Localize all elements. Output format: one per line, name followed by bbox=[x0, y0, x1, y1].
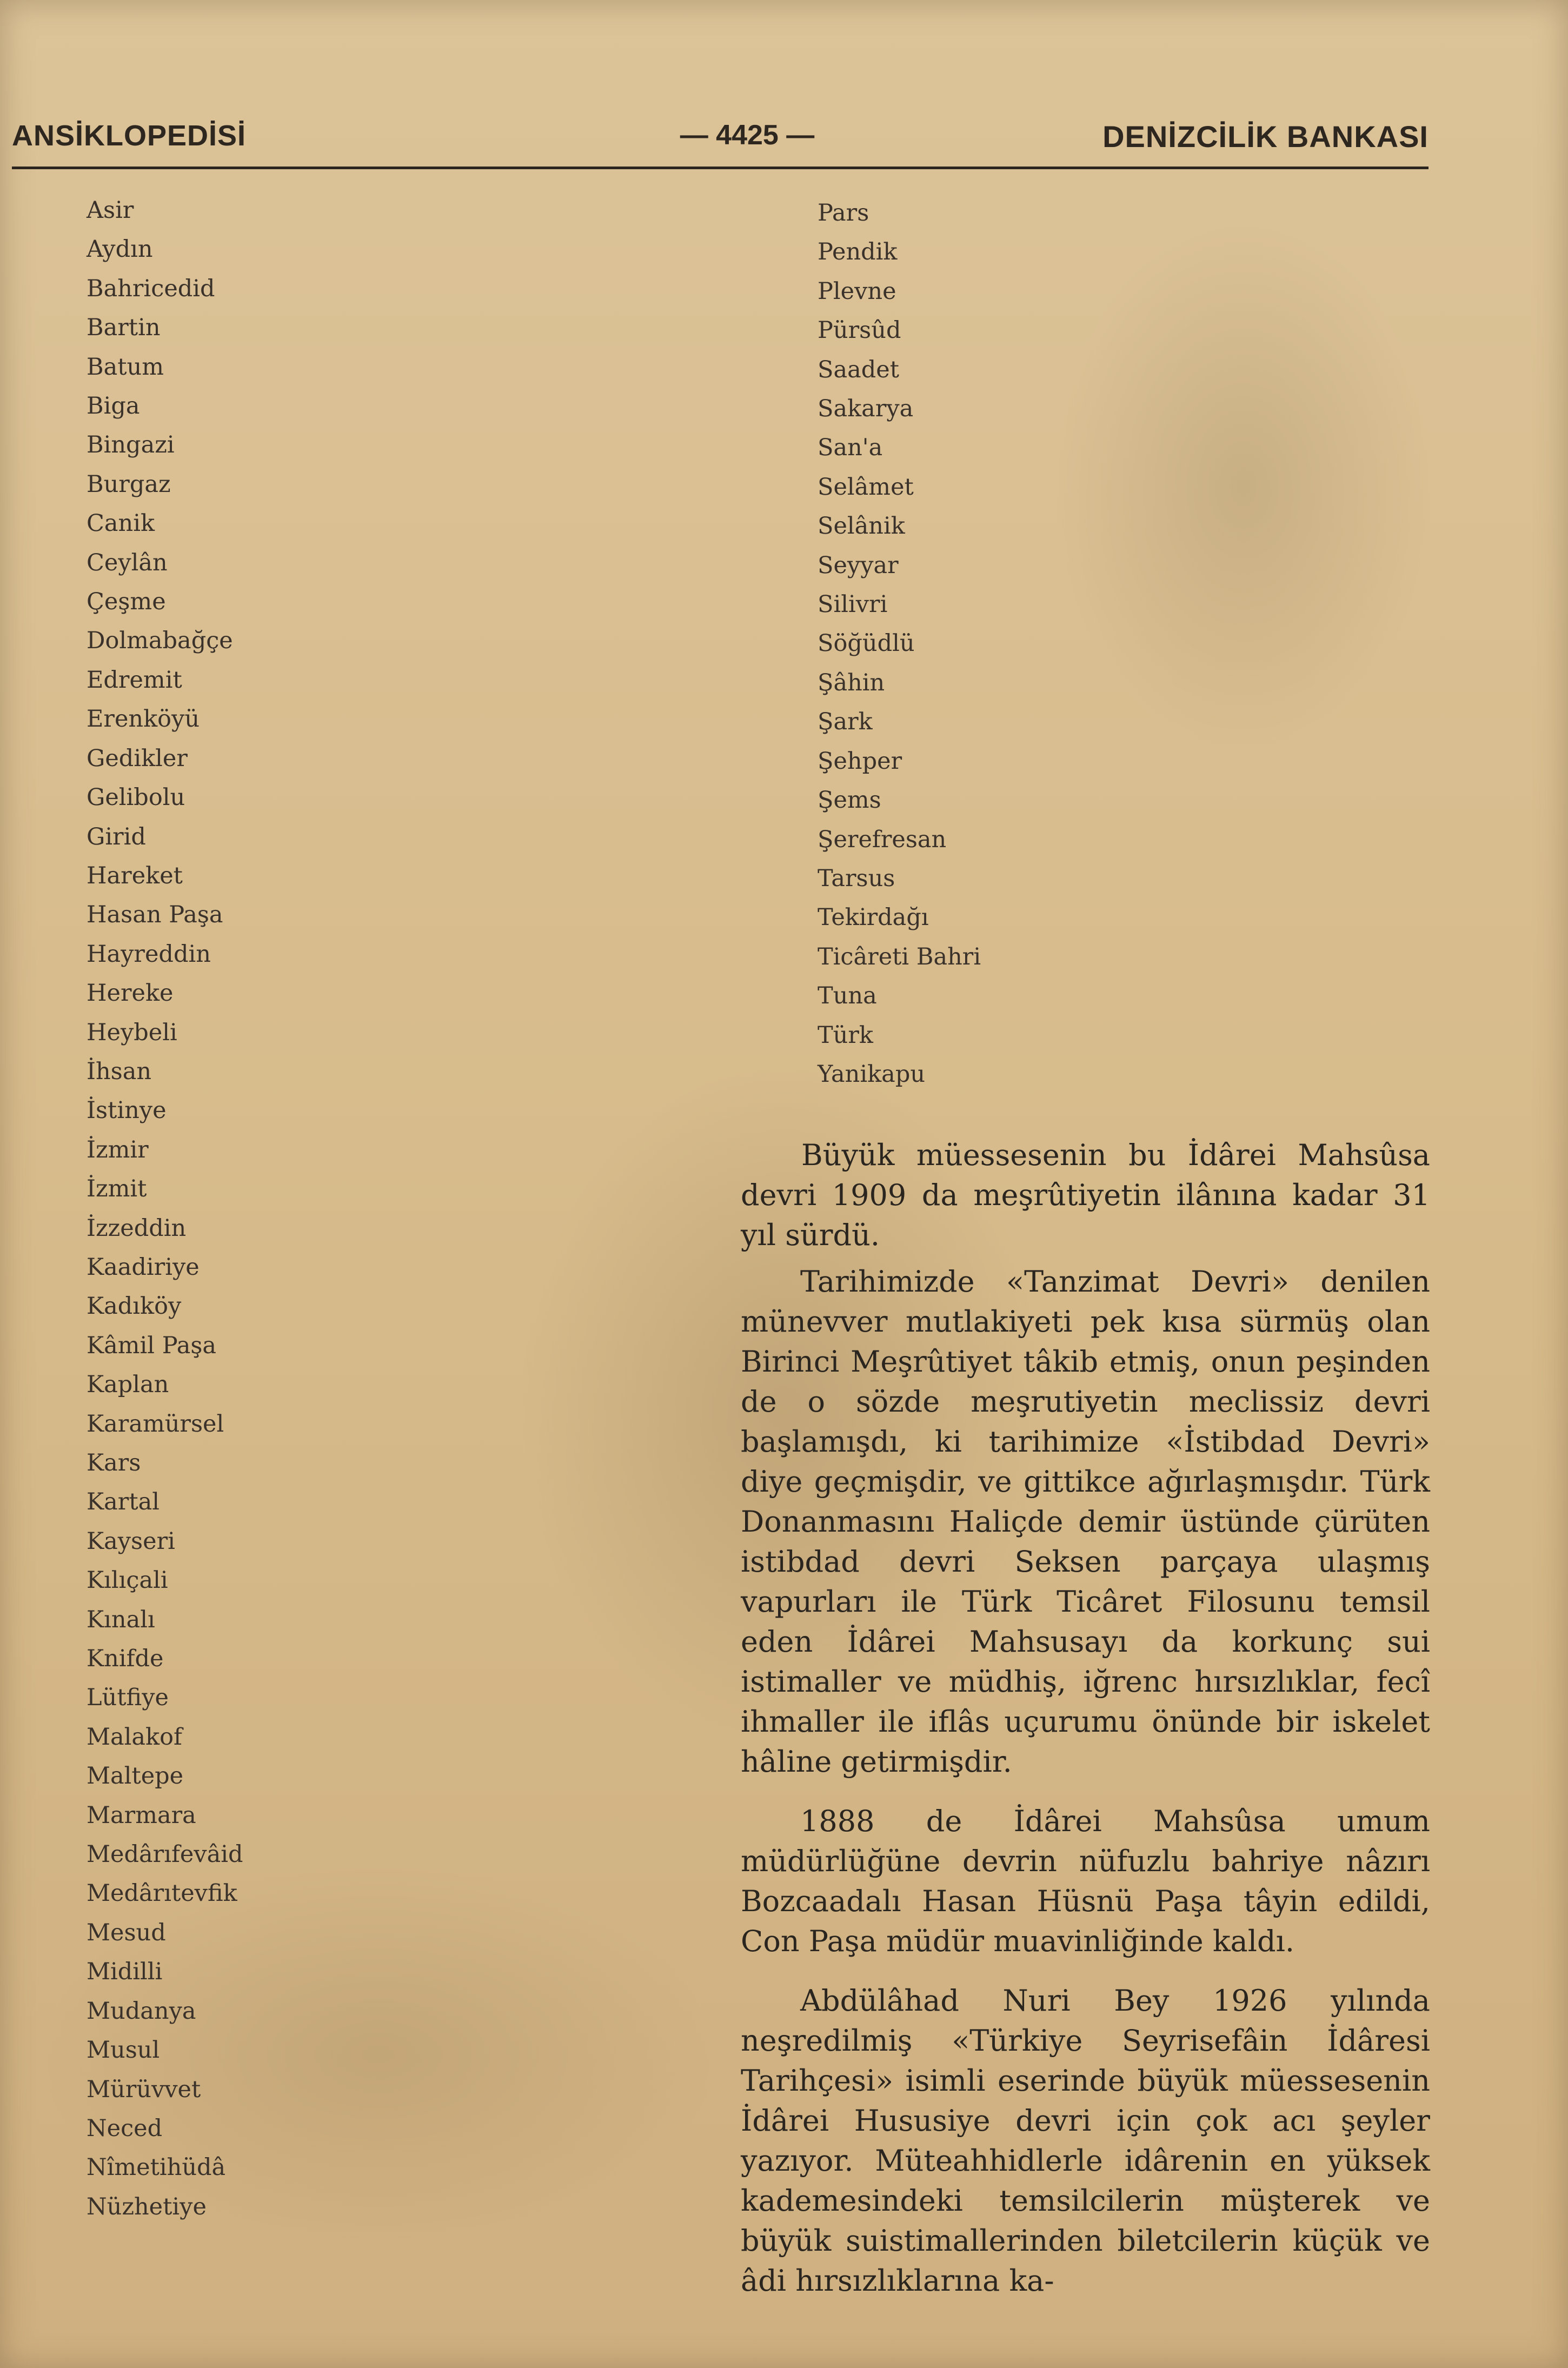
list-item: Dolmabağçe bbox=[87, 627, 233, 655]
list-item: Girid bbox=[87, 823, 146, 850]
list-item: Kadıköy bbox=[87, 1293, 182, 1320]
list-item: Aydın bbox=[87, 236, 153, 263]
ship-list-middle bbox=[818, 194, 981, 1094]
list-item: Tekirdağı bbox=[818, 904, 929, 932]
header-left-title: ANSİKLOPEDİSİ bbox=[12, 119, 247, 152]
list-item: Saadet bbox=[818, 356, 899, 383]
page-header bbox=[12, 119, 1429, 162]
list-item: Pürsûd bbox=[818, 317, 901, 344]
list-item: Silivri bbox=[818, 591, 888, 618]
list-item: Hasan Paşa bbox=[87, 901, 223, 929]
list-item: Plevne bbox=[818, 277, 896, 305]
list-item: Hareket bbox=[87, 862, 183, 889]
paragraph: Tarihimizde «Tanzimat Devri» denilen münevver mutlakiyeti pek kısa sürmüş olan Birinci Meşrûtiyet tâkib etmiş, onun peşinden de o sözde meşrutiyetin meclissiz devri başlamışdı, ki tarihimize «İstibdad Devri» diye geçmişdir, ve gittikce ağırlaşmışdır. Türk Donanmasını Haliçde demir üstünde çürüten istibdad devri Seksen parçaya ulaşmış vapurları ile Türk Ticâret Filosunu temsil eden İdârei Mahsusayı da korkunç sui istimaller ve müdhiş, iğrenc hırsızlıklar, fecî ihmaller ile iflâs uçurumu önünde bir iskelet hâline getirmişdir. bbox=[741, 1265, 1430, 1779]
list-item: Erenköyü bbox=[87, 706, 200, 733]
list-item: Neced bbox=[87, 2114, 163, 2142]
list-item: İstinye bbox=[87, 1097, 167, 1125]
list-item: Midilli bbox=[87, 1958, 163, 1986]
list-item: Nüzhetiye bbox=[87, 2193, 207, 2220]
list-item: Kâmil Paşa bbox=[87, 1332, 217, 1359]
list-item: İhsan bbox=[87, 1057, 152, 1085]
list-item: Söğüdlü bbox=[818, 630, 915, 657]
list-item: Medârıfevâid bbox=[87, 1841, 243, 1868]
list-item: Sakarya bbox=[818, 395, 914, 423]
list-item: Batum bbox=[87, 353, 164, 381]
list-item: Kılıçali bbox=[87, 1567, 168, 1594]
list-item: Şerefresan bbox=[818, 826, 947, 853]
list-item: İzzeddin bbox=[87, 1214, 187, 1242]
list-item: Lütfiye bbox=[87, 1684, 169, 1712]
list-item: Edremit bbox=[87, 666, 182, 694]
list-item: Hereke bbox=[87, 980, 174, 1007]
header-right-title: DENİZCİLİK BANKASI bbox=[1102, 119, 1429, 154]
list-item: Kaplan bbox=[87, 1371, 169, 1399]
list-item: Gelibolu bbox=[87, 784, 185, 811]
list-item: Mudanya bbox=[87, 1997, 196, 2025]
list-item: Burgaz bbox=[87, 470, 171, 498]
list-item: İzmit bbox=[87, 1175, 147, 1203]
list-item: Selânik bbox=[818, 513, 905, 540]
list-item: Kaadiriye bbox=[87, 1253, 200, 1281]
header-rule bbox=[12, 167, 1429, 169]
list-item: Kınalı bbox=[87, 1606, 155, 1633]
list-item: Şark bbox=[818, 708, 873, 736]
list-item: Hayreddin bbox=[87, 940, 211, 968]
list-item: Marmara bbox=[87, 1801, 196, 1829]
list-item: Gedikler bbox=[87, 744, 188, 772]
list-item: Tuna bbox=[818, 982, 877, 1010]
list-item: Yanikapu bbox=[818, 1060, 926, 1088]
list-item: San'a bbox=[818, 434, 883, 462]
list-item: Çeşme bbox=[87, 588, 166, 616]
list-item: Knifde bbox=[87, 1645, 164, 1673]
page-number: — 4425 — bbox=[680, 119, 815, 151]
list-item: Mesud bbox=[87, 1919, 166, 1946]
list-item: Şehper bbox=[818, 747, 902, 775]
paragraph: Büyük müessesenin bu İdârei Mahsûsa devri 1909 da meşrûtiyetin ilânına kadar 31 yıl sürdü. bbox=[741, 1138, 1430, 1252]
list-item: Kayseri bbox=[87, 1527, 175, 1555]
list-item: Şâhin bbox=[818, 669, 885, 696]
list-item: Malakof bbox=[87, 1723, 182, 1751]
list-item: Şems bbox=[818, 787, 881, 814]
list-item: Türk bbox=[818, 1021, 873, 1049]
article-body bbox=[741, 1135, 1430, 2307]
list-item: Nîmetihüdâ bbox=[87, 2154, 226, 2181]
list-item: Karamürsel bbox=[87, 1410, 224, 1438]
list-item: Bahricedid bbox=[87, 275, 215, 302]
list-item: Asir bbox=[87, 197, 134, 224]
list-item: Kars bbox=[87, 1449, 141, 1476]
list-item: Pars bbox=[818, 199, 869, 227]
list-item: Musul bbox=[87, 2037, 160, 2064]
paragraph: Abdülâhad Nuri Bey 1926 yılında neşredilmiş «Türkiye Seyrisefâin İdâresi Tarihçesi» isimli eserinde büyük müessesenin İdârei Hususiye devri için çok acı şeyler yazıyor. Müteahhidlerle idârenin en yüksek kademesindeki temsilcilerin müşterek ve büyük suistimallerinden biletcilerin küçük ve âdi hırsızlıklarına ka- bbox=[741, 1984, 1430, 2298]
list-item: Mürüvvet bbox=[87, 2076, 201, 2103]
list-item: Canik bbox=[87, 510, 155, 537]
list-item: Ceylân bbox=[87, 549, 168, 576]
list-item: Heybeli bbox=[87, 1019, 177, 1046]
list-item: Bartin bbox=[87, 314, 161, 342]
list-item: Pendik bbox=[818, 238, 898, 266]
list-item: Maltepe bbox=[87, 1762, 184, 1790]
list-item: Biga bbox=[87, 393, 140, 420]
list-item: Bingazi bbox=[87, 431, 175, 459]
list-item: Selâmet bbox=[818, 473, 914, 501]
list-item: Tarsus bbox=[818, 864, 895, 892]
ship-list-left bbox=[87, 191, 243, 2226]
paragraph: 1888 de İdârei Mahsûsa umum müdürlüğüne devrin nüfuzlu bahriye nâzırı Bozcaadalı Hasan Hüsnü Paşa tâyin edildi, Con Paşa müdür muavinliğinde kaldı. bbox=[741, 1804, 1430, 1958]
list-item: Ticâreti Bahri bbox=[818, 943, 981, 970]
list-item: Seyyar bbox=[818, 551, 899, 579]
list-item: İzmir bbox=[87, 1136, 149, 1163]
list-item: Medârıtevfik bbox=[87, 1880, 237, 1907]
list-item: Kartal bbox=[87, 1488, 160, 1516]
